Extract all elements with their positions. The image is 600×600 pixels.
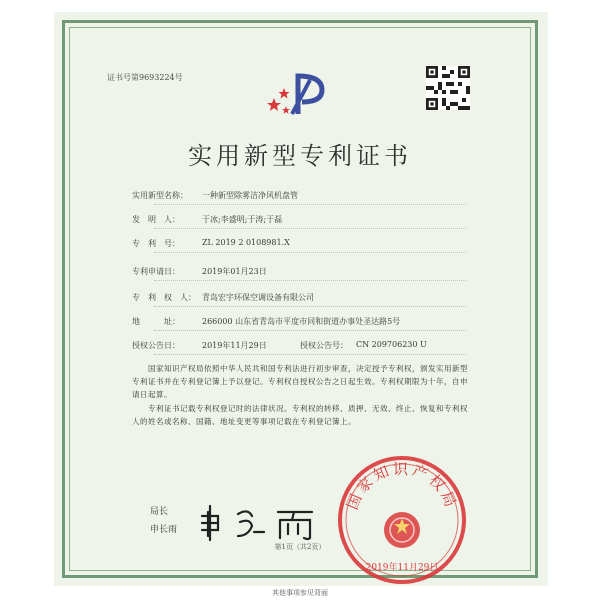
svg-text:2019年11月29日: 2019年11月29日 [365,563,439,573]
qr-code-icon [426,66,470,110]
field-label-utility-name: 实用新型名称： [132,191,188,200]
footer-note: 其他事项参见背面 [272,589,328,597]
certificate-number: 证书号第9693224号 [107,73,183,82]
director-title: 局长 [150,507,169,517]
divider [154,204,466,205]
grant-statement-paragraph: 国家知识产权局依照中华人民共和国专利法进行初步审查，决定授予专利权，颁发实用新型专利证书并在专利登记簿上予以登记。专利权自授权公告之日起生效。专利权期限为十年，自申请日起算。 [132,364,468,399]
field-value-utility-name: 一种新型除雾洁净风机盘管 [202,191,298,200]
field-label-patentee: 专 利 权 人： [132,293,196,302]
field-label-grant-number: 授权公告号： [300,341,348,350]
field-label-address: 地 址： [132,317,180,326]
divider [154,330,466,331]
svg-text:国家知识产权局: 国家知识产权局 [343,460,461,513]
field-value-patentee: 青岛宏宇环保空调设备有限公司 [202,293,314,302]
director-name: 申长雨 [150,525,178,535]
field-label-application-date: 专利申请日： [132,267,180,276]
field-value-grant-date: 2019年11月29日 [202,341,267,350]
certificate-title: 实用新型专利证书 [188,142,412,170]
field-label-grant-date: 授权公告日： [132,341,180,350]
field-label-patent-number: 专 利 号： [132,239,180,248]
handwritten-signature-icon [194,502,330,542]
field-value-inventors: 于冰;李盛明;于涛;于磊 [202,215,283,224]
divider [154,354,466,355]
divider [154,252,466,253]
divider [154,228,466,229]
cnipa-logo-icon [262,70,342,118]
page-indicator: 第1页（共2页） [274,543,326,551]
field-value-application-date: 2019年01月23日 [202,267,267,276]
field-value-grant-number: CN 209706230 U [356,340,427,349]
legal-status-paragraph: 专利证书记载专利权登记时的法律状况。专利权的转移、质押、无效、终止、恢复和专利权人的姓名或名称、国籍、地址变更等事项记载在专利登记簿上。 [132,404,468,426]
divider [154,280,466,281]
divider [154,306,466,307]
field-value-patent-number: ZL 2019 2 0108981.X [202,238,290,247]
field-label-inventors: 发 明 人： [132,215,180,224]
field-value-address: 266000 山东省青岛市平度市同和街道办事处圣达路5号 [202,317,401,326]
official-seal-icon [334,452,470,588]
